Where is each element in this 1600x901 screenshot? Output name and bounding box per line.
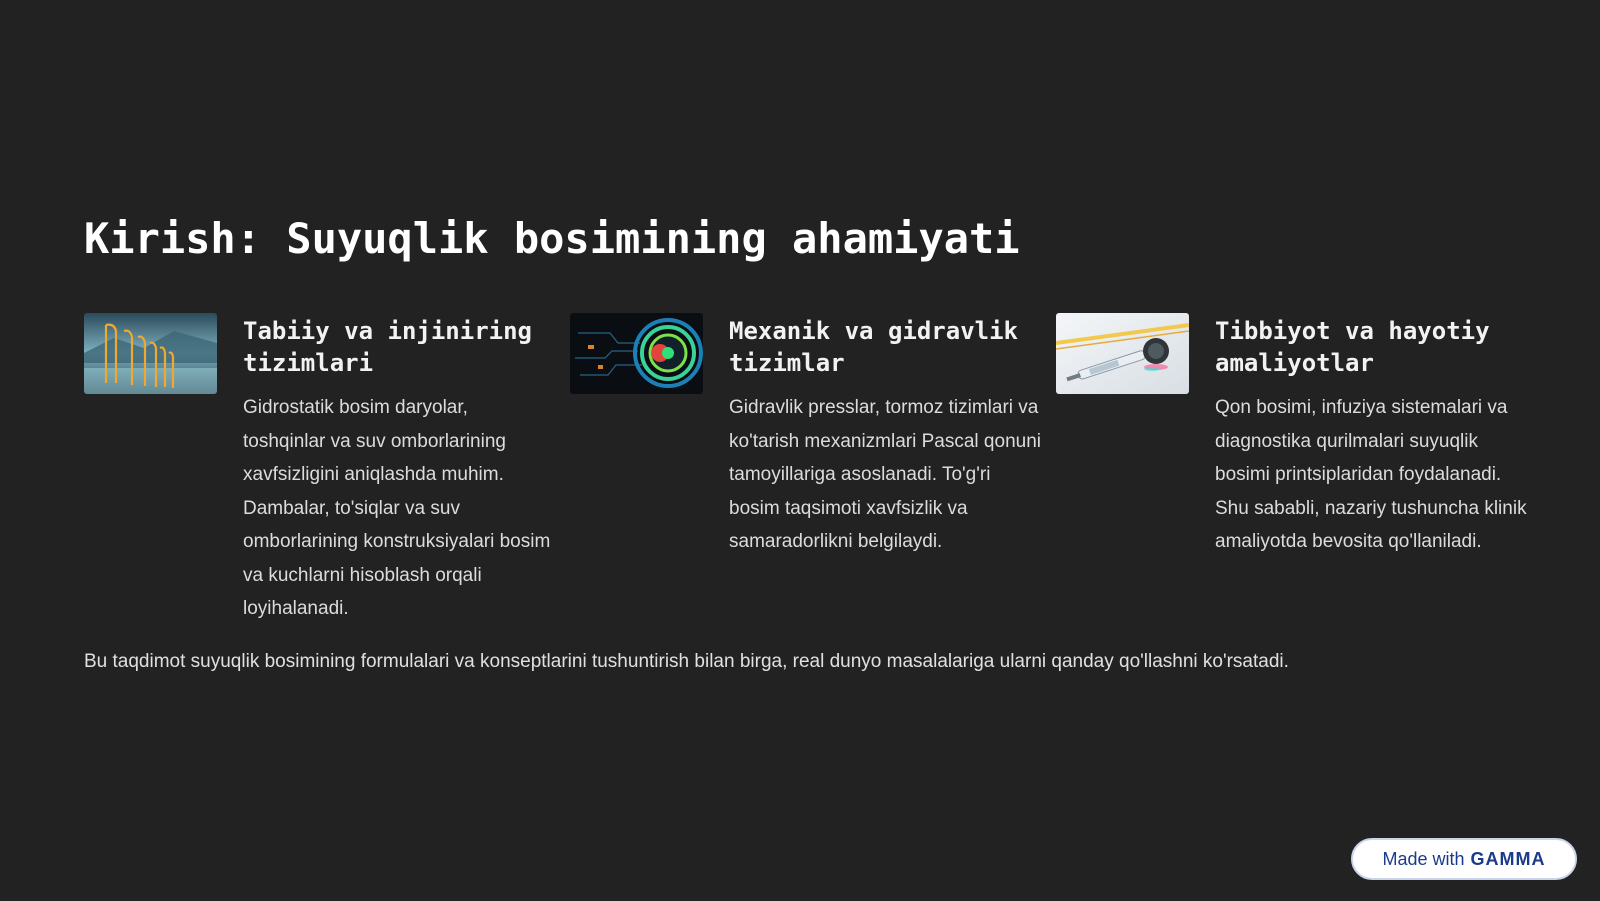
dam-image <box>84 313 217 394</box>
badge-prefix: Made with <box>1382 848 1465 869</box>
slide-title: Kirish: Suyuqlik bosimining ahamiyati <box>84 214 1020 263</box>
hydraulic-machine-image <box>570 313 703 394</box>
summary-text: Bu taqdimot suyuqlik bosimining formulalari va konseptlarini tushuntirish bilan birga, real dunyo masalalariga ularni qanday qo'llashni ko'rsatadi. <box>84 651 1289 672</box>
card-mechanical-hydraulic <box>570 313 1050 623</box>
card-description: Gidravlik presslar, tormoz tizimlari va ko'tarish mexanizmlari Pascal qonuni tamoyillariga asoslanadi. To'g'ri bosim taqsimoti xavfsizlik va samaradorlikni belgilaydi. <box>729 397 1041 552</box>
card-title: Mexanik va gidravlik tizimlar <box>729 317 1018 377</box>
card-title: Tabiiy va injiniring tizimlari <box>243 317 532 377</box>
card-title: Tibbiyot va hayotiy amaliyotlar <box>1215 317 1490 377</box>
card-medicine-life <box>1056 313 1536 623</box>
gamma-logo: GAMMA <box>1470 848 1546 869</box>
made-with-gamma-button[interactable] <box>1351 838 1577 880</box>
card-natural-engineering <box>84 313 564 623</box>
card-description: Qon bosimi, infuziya sistemalari va diagnostika qurilmalari suyuqlik bosimi printsiplaridan foydalanadi. Shu sababli, nazariy tushuncha klinik amaliyotda bevosita qo'llaniladi. <box>1215 397 1527 552</box>
syringe-image <box>1056 313 1189 394</box>
card-description: Gidrostatik bosim daryolar, toshqinlar va suv omborlarining xavfsizligini aniqlashda muhim. Dambalar, to'siqlar va suv omborlarining konstruksiyalari bosim va kuchlarni hisoblash orqali loyihalanadi. <box>243 397 551 619</box>
